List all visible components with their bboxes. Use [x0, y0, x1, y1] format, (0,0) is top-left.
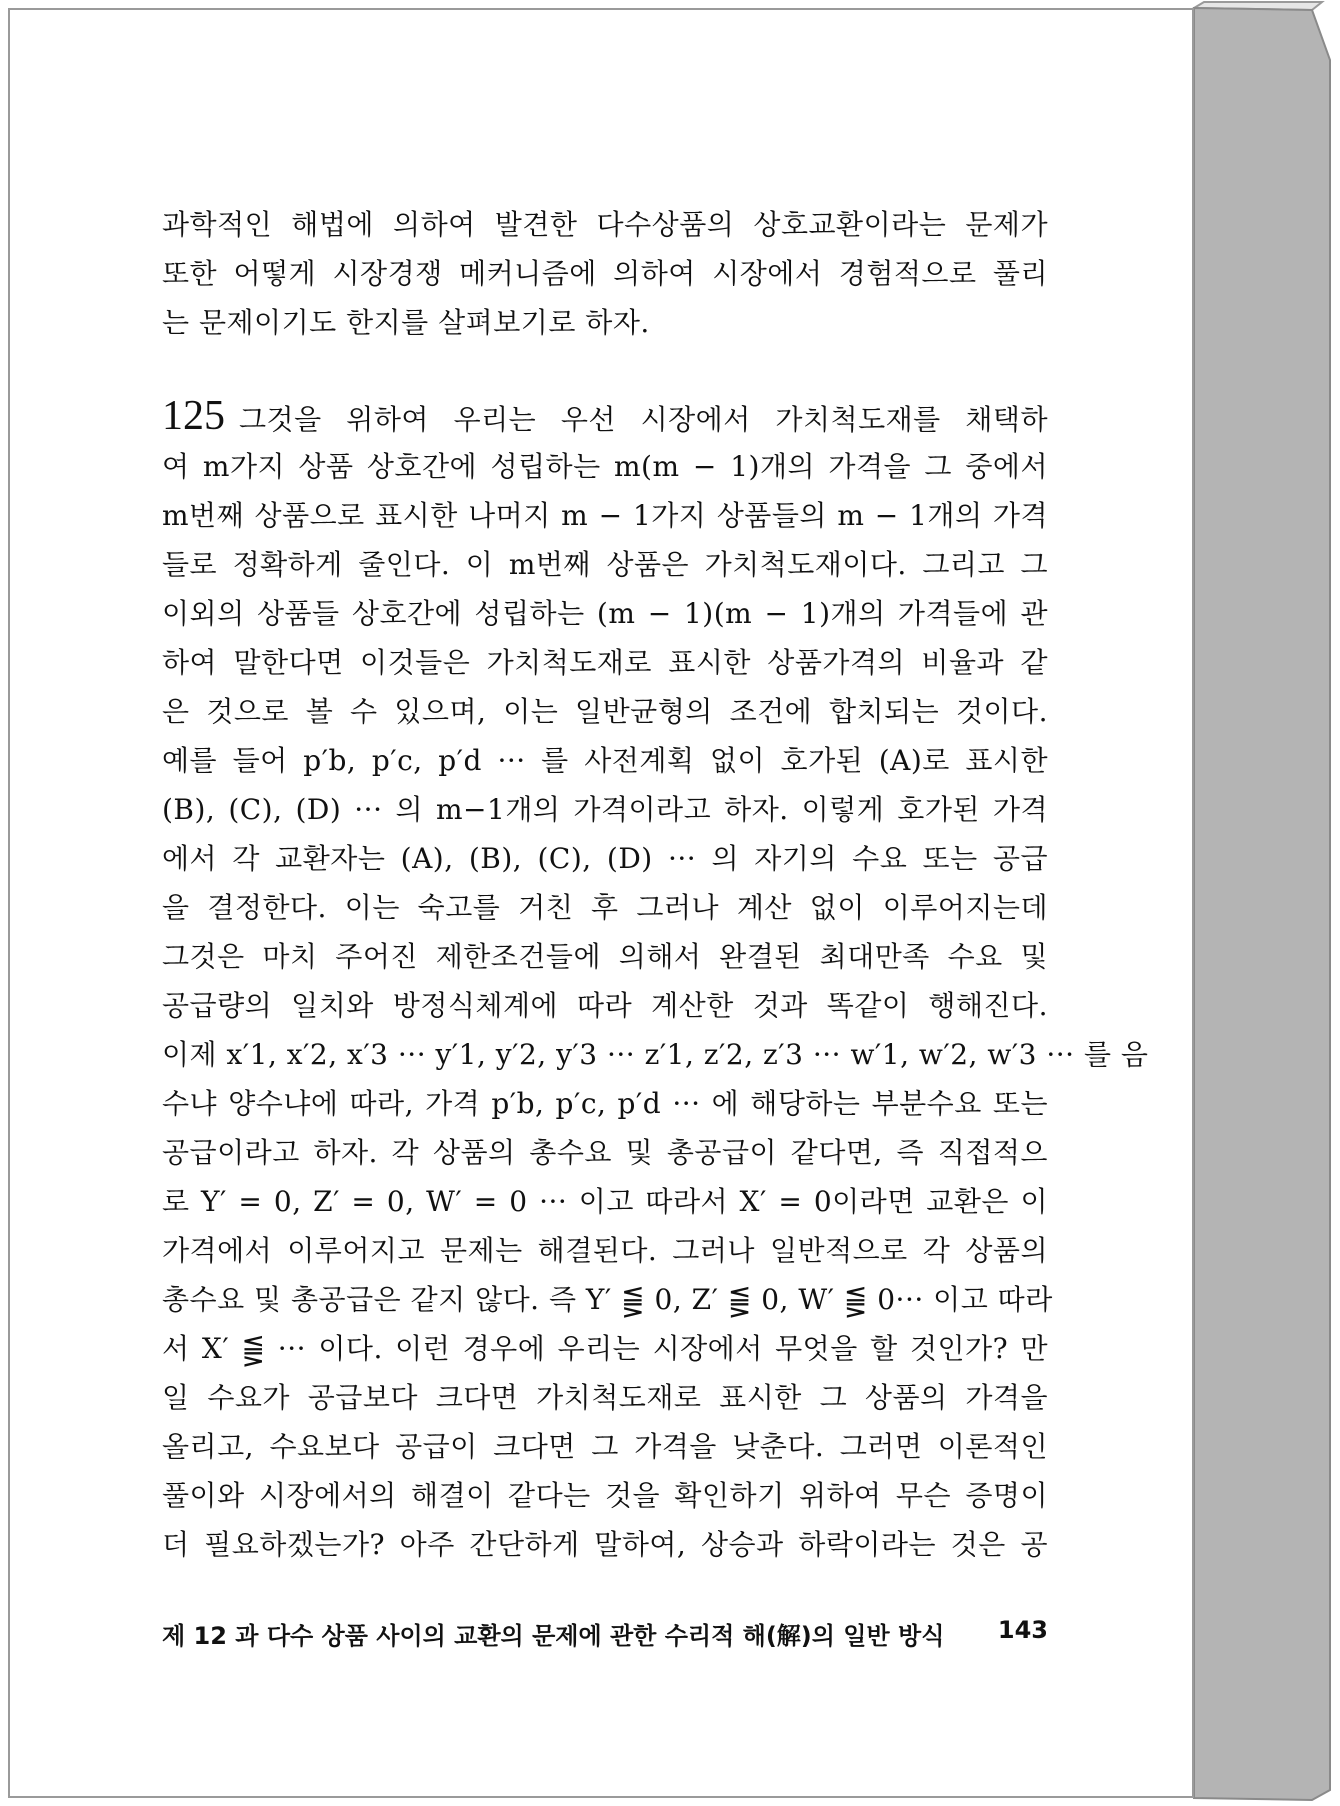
text-line: 공급량의 일치와 방정식체계에 따라 계산한 것과 똑같이 행해진다.: [162, 989, 1048, 1022]
text-line: 을 결정한다. 이는 숙고를 거친 후 그러나 계산 없이 이루어지는데: [162, 891, 1048, 924]
text-line: 더 필요하겠는가? 아주 간단하게 말하여, 상승과 하락이라는 것은 공: [162, 1528, 1048, 1561]
section-first-line: 그것을 위하여 우리는 우선 시장에서 가치척도재를 채택하: [239, 403, 1048, 436]
text-line: 하여 말한다면 이것들은 가치척도재로 표시한 상품가격의 비율과 같: [162, 646, 1048, 679]
text-line: 수냐 양수냐에 따라, 가격 p′b, p′c, p′d ··· 에 해당하는 부분수요 또는: [162, 1087, 1048, 1120]
text-line: (B), (C), (D) ··· 의 m−1개의 가격이라고 하자. 이렇게 호가된 가격: [162, 793, 1048, 826]
text-line: [162, 390, 1048, 442]
text-line: 풀이와 시장에서의 해결이 같다는 것을 확인하기 위하여 무슨 증명이: [162, 1479, 1048, 1512]
text-line: 일 수요가 공급보다 크다면 가치척도재로 표시한 그 상품의 가격을: [162, 1381, 1048, 1414]
section-125-paragraph: [162, 390, 1149, 1569]
page-edge-side: [1194, 8, 1330, 1800]
text-line: 그것은 마치 주어진 제한조건들에 의해서 완결된 최대만족 수요 및: [162, 940, 1048, 973]
text-line: 공급이라고 하자. 각 상품의 총수요 및 총공급이 같다면, 즉 직접적으: [162, 1136, 1048, 1169]
text-line: 들로 정확하게 줄인다. 이 m번째 상품은 가치척도재이다. 그리고 그: [162, 548, 1048, 581]
text-line: 가격에서 이루어지고 문제는 해결된다. 그러나 일반적으로 각 상품의: [162, 1234, 1048, 1267]
text-line: 올리고, 수요보다 공급이 크다면 그 가격을 낮춘다. 그러면 이론적인: [162, 1430, 1048, 1463]
text-line: 는 문제이기도 한지를 살펴보기로 하자.: [162, 306, 650, 339]
text-line: 이제 x′1, x′2, x′3 ··· y′1, y′2, y′3 ··· z′1, z′2, z′3 ··· w′1, w′2, w′3 ··· 를 음: [162, 1038, 1149, 1071]
section-number: 125: [162, 393, 225, 439]
running-footer: [162, 1616, 1048, 1651]
intro-paragraph: [162, 200, 1048, 347]
text-line: 에서 각 교환자는 (A), (B), (C), (D) ··· 의 자기의 수요 또는 공급: [162, 842, 1048, 875]
text-line: 예를 들어 p′b, p′c, p′d ··· 를 사전계획 없이 호가된 (A)로 표시한: [162, 744, 1048, 777]
text-line: 은 것으로 볼 수 있으며, 이는 일반균형의 조건에 합치되는 것이다.: [162, 695, 1048, 728]
text-line: 로 Y′ = 0, Z′ = 0, W′ = 0 ··· 이고 따라서 X′ = 0이라면 교환은 이: [162, 1185, 1048, 1218]
footer-chapter-title: 제 12 과 다수 상품 사이의 교환의 문제에 관한 수리적 해(解)의 일반 방식: [162, 1622, 945, 1650]
text-line: 이외의 상품들 상호간에 성립하는 (m − 1)(m − 1)개의 가격들에 관: [162, 597, 1048, 630]
page-number: 143: [997, 1616, 1048, 1644]
text-line: 서 X′ ⪋ ··· 이다. 이런 경우에 우리는 시장에서 무엇을 할 것인가? 만: [162, 1332, 1048, 1365]
text-line: 또한 어떻게 시장경쟁 메커니즘에 의하여 시장에서 경험적으로 풀리: [162, 257, 1048, 290]
text-line: 과학적인 해법에 의하여 발견한 다수상품의 상호교환이라는 문제가: [162, 208, 1048, 241]
text-line: 총수요 및 총공급은 같지 않다. 즉 Y′ ⪋ 0, Z′ ⪋ 0, W′ ⪋ 0··· 이고 따라: [162, 1283, 1053, 1316]
text-line: 여 m가지 상품 상호간에 성립하는 m(m − 1)개의 가격을 그 중에서: [162, 450, 1048, 483]
text-line: m번째 상품으로 표시한 나머지 m − 1가지 상품들의 m − 1개의 가격: [162, 499, 1048, 532]
